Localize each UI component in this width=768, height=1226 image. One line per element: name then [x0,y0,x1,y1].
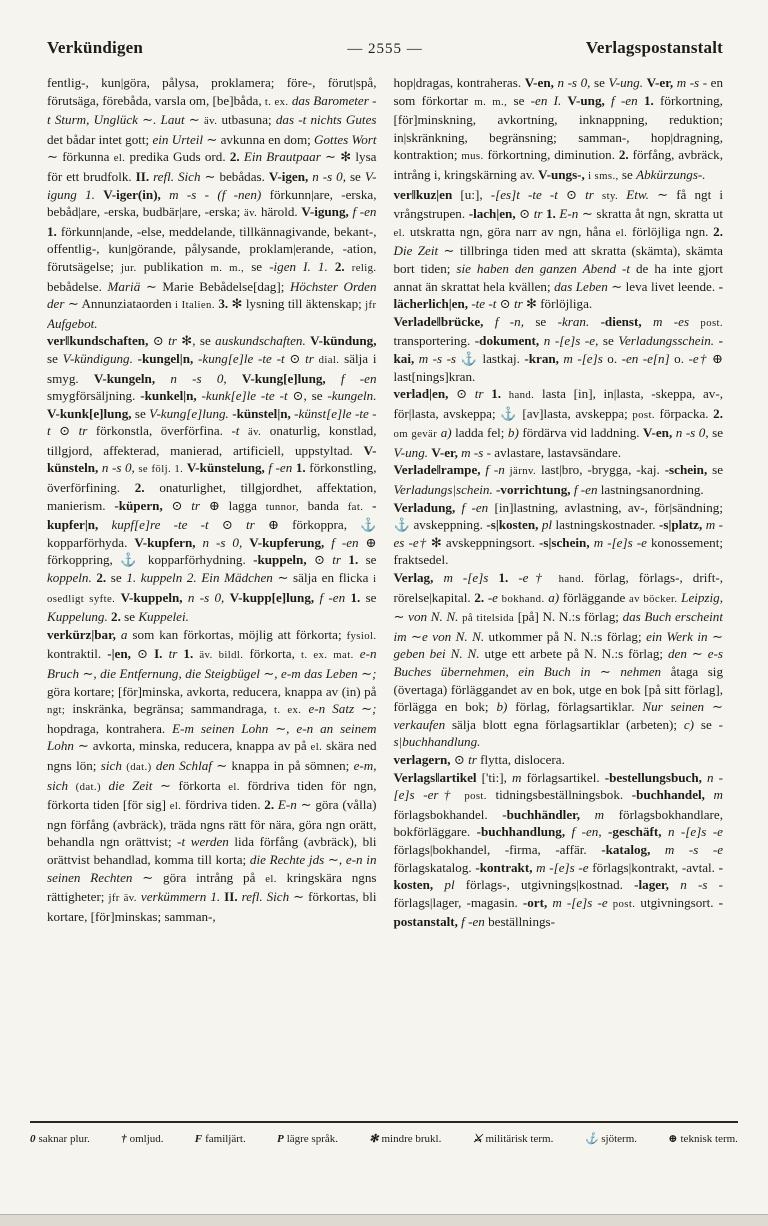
legend-symbol: P [276,1133,284,1145]
footer-legend [30,1121,738,1146]
dictionary-entry: ver‖kundschaften, ⊙ tr ✻, se auskundschaften. V-kündung, se V-kündigung. -kungel|n, -kung[e]le -te -t ⊙ tr dial. sälja i smyg. V-kungeln, n -s 0, V-kung[e]lung, f -en smygförsäljning. -kunkel|n, -kunk[e]le -te -t ⊙, se -kungeln. V-kunk[e]lung, se V-kung[e]lung. -künstel|n, -künst[e]le -te -t ⊙ tr förkonstla, överförfina. -t äv. onaturlig, konstlad, tillgjord, affekterad, manierad, artificiell, uppstyltad. V-künsteln, n -s 0, se följ. 1. V-künstelung, f -en 1. förkonstling, överförfining. 2. onaturlighet, tillgjordhet, affektation, manierism. -küpern, ⊙ tr ⊕ lagga tunnor, banda fat. -kupfer|n, kupf[e]re -te -t ⊙ tr ⊕ förkoppra, ⚓ kopparförhyda. V-kupfern, n -s 0, V-kupferung, f -en ⊕ förkoppring, ⚓ kopparförhydning. -kuppeln, ⊙ tr 1. se koppeln. 2. se 1. kuppeln 2. Ein Mädchen ∼ sälja en flicka i osedligt syfte. V-kuppeln, n -s 0, V-kupp[e]lung, f -en 1. se Kuppelung. 2. se Kuppelei. [47,333,377,625]
legend-label: saknar plur. [38,1133,90,1145]
dictionary-entry: verkürz|bar, a som kan förkortas, möjlig att förkorta; fysiol. kontraktil. -|en, ⊙ I. tr 1. äv. bildl. förkorta, t. ex. mat. e-n Bruch ∼, die Entfernung, die Steigbügel ∼, e-m das Leben ∼; göra kortare; [för]minska, avkorta, reducera, knappa av (in) på ngt; inskränka, begränsa; sammandraga, t. ex. e-n Satz ∼; hopdraga, kontrahera. E-m seinen Lohn ∼, e-n an seinem Lohn ∼ avkorta, minska, reducera, knappa av på el. skära ned ngns lön; sich (dat.) den Schlaf ∼ knappa in på sömnen; e-m, sich (dat.) die Zeit ∼ förkorta el. fördriva tiden för ngn, förkorta tiden [för sig] el. fördriva tiden. 2. E-n ∼ göra (vålla) ngn förfång (avbräck), träda ngns rätt för nära, göra ngn orätt, behandla ngn orättvist; -t werden lida förfång (avbräck), bli orättvist behandlad, komma till korta; die Rechte jds ∼, e-n in seinen Rechten ∼ göra intrång på el. kringskära ngns rättigheter; jfr äv. verkümmern 1. II. refl. Sich ∼ förkortas, bli kortare, [för]minskas; samman-, [47,626,377,924]
legend-label: lägre språk. [286,1133,339,1145]
legend-label: teknisk term. [680,1133,738,1145]
legend-symbol: † [121,1133,127,1145]
right-column [394,74,724,1100]
legend-label: militärisk term. [485,1133,554,1145]
legend-symbol: ⊕ [668,1133,678,1145]
legend-row [30,1132,738,1146]
legend-symbol: ✻ [369,1133,379,1145]
legend-label: omljud. [129,1133,164,1145]
page-number: — 2555 — [347,41,423,57]
guide-word-right: Verlagspostanstalt [585,38,723,57]
page-header [47,38,723,58]
dictionary-entry: ver‖kuz|en [u:], -[es]t -te -t ⊙ tr sty. Etw. ∼ få ngt i vrångstrupen. -lach|en, ⊙ tr 1. E-n ∼ skratta åt ngn, skratta ut el. utskratta ngn, göra narr av ngn, håna el. förlöjliga ngn. 2. Die Zeit ∼ tillbringa tiden med att skratta (skämta), skämta bort tiden; sie haben den ganzen Abend -t de ha inte gjort annat än skrattat hela kvällen; das Leben ∼ leva livet leende. -lächerlich|en, -te -t ⊙ tr ✻ förlöjliga. [393,186,723,312]
legend-item [277,1132,338,1146]
text-columns [47,74,723,1100]
legend-label: mindre brukl. [381,1133,442,1145]
legend-symbol: F [194,1133,203,1145]
dictionary-entry: fentlig-, kun|göra, pålysa, proklamera; före-, förut|spå, förutsäga, förebåda, varsla om, [be]båda, t. ex. das Barometer -t Sturm, Unglück ∼. Laut ∼ äv. utbasuna; das -t nichts Gutes det bådar intet gott; ein Urteil ∼ avkunna en dom; Gottes Wort ∼ förkunna el. predika Guds ord. 2. Ein Brautpaar ∼ ✻ lysa för ett brudfolk. II. refl. Sich ∼ bebådas. V-igen, n -s 0, se V-igung 1. V-iger(in), m -s - (f -nen) förkunn|are, -erska, bebåd|are, -erska, budbär|are, -erska; äv. härold. V-igung, f -en 1. förkunn|ande, -else, meddelande, tillkännagivande, bekant-, offentlig-, kun|görande, pålysande, proklam|erande, -ation, förutsägelse; jur. publikation m. m., se -igen I. 1. 2. relig. bebådelse. Mariä ∼ Marie Bebådelse[dag]; Höchster Orden der ∼ Annunziataorden i Italien. 3. ✻ lysning till äktenskap; jfr Aufgebot. [47,75,377,331]
legend-label: familjärt. [205,1133,246,1145]
guide-word-left: Verkündigen [47,38,144,57]
legend-symbol: 0 [30,1133,36,1145]
legend-item [473,1132,554,1146]
legend-item [30,1132,90,1146]
legend-symbol: ⚓ [584,1133,599,1145]
dictionary-entry: Verlags‖artikel ['ti:], m förlagsartikel. -bestellungsbuch, n -[e]s -er† post. tidningsbeställningsbok. -buchhandel, m förlagsbokhandel. -buchhändler, m förlagsbokhandlare, bokförläggare. -buchhandlung, f -en, -geschäft, n -[e]s -e förlags|bokhandel, -firma, -affär. -katalog, m -s -e förlagskatalog. -kontrakt, m -[e]s -e förlags|kontrakt, -avtal. -kosten, pl förlags-, utgivnings|kostnad. -lager, n -s - förlags|lager, -magasin. -ort, m -[e]s -e post. utgivningsort. -postanstalt, f -en beställnings- [393,769,723,930]
dictionary-entry: Verlag, m -[e]s 1. -e† hand. förlag, förlags-, drift-, rörelse|kapital. 2. -e bokhand. a) förläggande av böcker. Leipzig, ∼ von N. N. på titelsida [på] N. N.:s förlag; das Buch erscheint im ∼e von N. N. utkommer på N. N.:s förlag; ein Werk in ∼ geben bei N. N. utge ett arbete på N. N.:s förlag; den ∼ e-s Buches übernehmen, ein Buch in ∼ nehmen åtaga sig (övertaga) förläggandet av en bok, utge en bok [på sitt förlag], förlägga en bok; b) förlag, förlagsartiklar. Nur seinen ∼ verkaufen sälja blott egna förlagsartiklar (arbeten); c) se -s|buchhandlung. [393,570,723,750]
legend-item [668,1132,738,1146]
dictionary-entry: Verlade‖brücke, f -n, se -kran. -dienst, m -es post. transportering. -dokument, n -[e]s -e, se Verladungsschein. -kai, m -s -s ⚓ lastkaj. -kran, m -[e]s o. -en -e[n] o. -e† ⊕ last[nings]kran. [393,313,723,384]
dictionary-entry: Verlade‖rampe, f -n järnv. last|bro, -brygga, -kaj. -schein, se Verladungs|schein. -vorrichtung, f -en lastningsanordning. [393,462,723,498]
dictionary-entry: verlad|en, ⊙ tr 1. hand. lasta [in], in|lasta, -skeppa, av-, för|lasta, avskeppa; ⚓ [av]lasta, avskeppa; post. förpacka. 2. om gevär a) ladda fel; b) fördärva vid laddning. V-en, n -s 0, se V-ung. V-er, m -s - avlastare, lastavsändare. [393,386,723,460]
legend-label: sjöterm. [601,1133,638,1145]
legend-symbol: ⚔ [472,1133,483,1145]
scan-edge [0,1214,768,1226]
dictionary-entry: hop|dragas, kontraheras. V-en, n -s 0, se V-ung. V-er, m -s - en som förkortar m. m., se -en I. V-ung, f -en 1. förkortning, [för]minskning, avkortning, inknappning, reduktion; in|skränkning, begränsning; samman-, hop|dragning, kontraktion; mus. förkortning, diminution. 2. förfång, avbräck, intrång i, kringskärning av. V-ungs-, i sms., se Abkürzungs-. [393,75,723,182]
legend-item [121,1132,163,1146]
left-column [47,74,377,1100]
legend-item [585,1132,637,1146]
legend-item [195,1132,246,1146]
dictionary-entry: verlagern, ⊙ tr flytta, dislocera. [393,751,565,767]
legend-item [369,1132,441,1146]
dictionary-entry: Verladung, f -en [in]lastning, avlastning, av-, för|sändning; ⚓ avskeppning. -s|kosten, pl lastningskostnader. -s|platz, m -es -e† ✻ avskeppningsort. -s|schein, m -[e]s -e konossement; fraktsedel. [393,499,723,568]
